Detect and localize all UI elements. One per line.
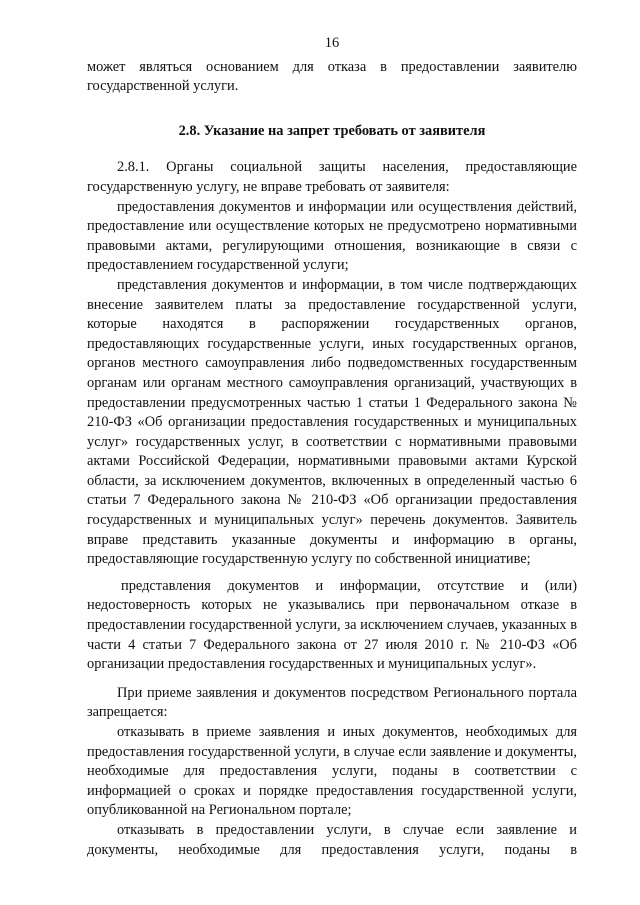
paragraph-refuse-acceptance: отказывать в приеме заявления и иных документов, необходимых для предоставления государственной услуги, в случае если заявление и документы, необходимые для предоставления услуги, поданы в соответствии с информацией о сроках и порядке предоставления государственной услуги, опубликованной на Региональном портале; bbox=[87, 724, 577, 819]
document-page bbox=[87, 34, 577, 860]
paragraph-item-documents: представления документов и информации, в том числе подтверждающих внесение заявителем платы за предоставление государственной услуги, которые находятся в распоряжении государственных органов, предоставляющих государственные услуги, иных государственных органов, органов местного самоуправления либо подведомственных государственным органам или органам местного самоуправления организаций, участвующих в предоставлении предусмотренных частью 1 статьи 1 Федерального закона № 210-ФЗ «Об организации предоставления государственных и муниципальных услуг» государственных услуг, в соответствии с нормативными правовыми актами Российской Федерации, нормативными правовыми актами Курской области, за исключением документов, включенных в определенный частью 6 статьи 7 Федерального закона № 210-ФЗ «Об организации предоставления государственных и муниципальных услуг» перечень документов. Заявитель вправе представить указанные документы и информацию в органы, предоставляющие государственную услугу по собственной инициативе; bbox=[87, 276, 577, 568]
paragraph-refuse-service: отказывать в предоставлении услуги, в случае если заявление и документы, необходимые для предоставления услуги, поданы в bbox=[87, 821, 577, 858]
paragraph-continuation: может являться основанием для отказа в предоставлении заявителю государственной услуги. bbox=[87, 58, 577, 95]
page-number: 16 bbox=[324, 35, 340, 51]
paragraph-item-unreliability: представления документов и информации, отсутствие и (или) недостоверность которых не указывались при первоначальном отказе в предоставлении государственной услуги, за исключением случаев, указанных в части 4 статьи 7 Федерального закона от 27 июля 2010 г. № 210-ФЗ «Об организации предоставления государственных и муниципальных услуг». bbox=[87, 577, 577, 673]
section-title: 2.8. Указание на запрет требовать от заявителя bbox=[178, 122, 486, 139]
paragraph-regional-portal: При приеме заявления и документов посредством Регионального портала запрещается: bbox=[87, 684, 577, 721]
paragraph-item-actions: предоставления документов и информации или осуществления действий, предоставление или осуществление которых не предусмотрено нормативными правовыми актами, регулирующими отношения, возникающие в связи с предоставлением государственной услуги; bbox=[87, 198, 577, 274]
paragraph-2-8-1: 2.8.1. Органы социальной защиты населения, предоставляющие государственную услугу, не вправе требовать от заявителя: bbox=[87, 159, 577, 195]
